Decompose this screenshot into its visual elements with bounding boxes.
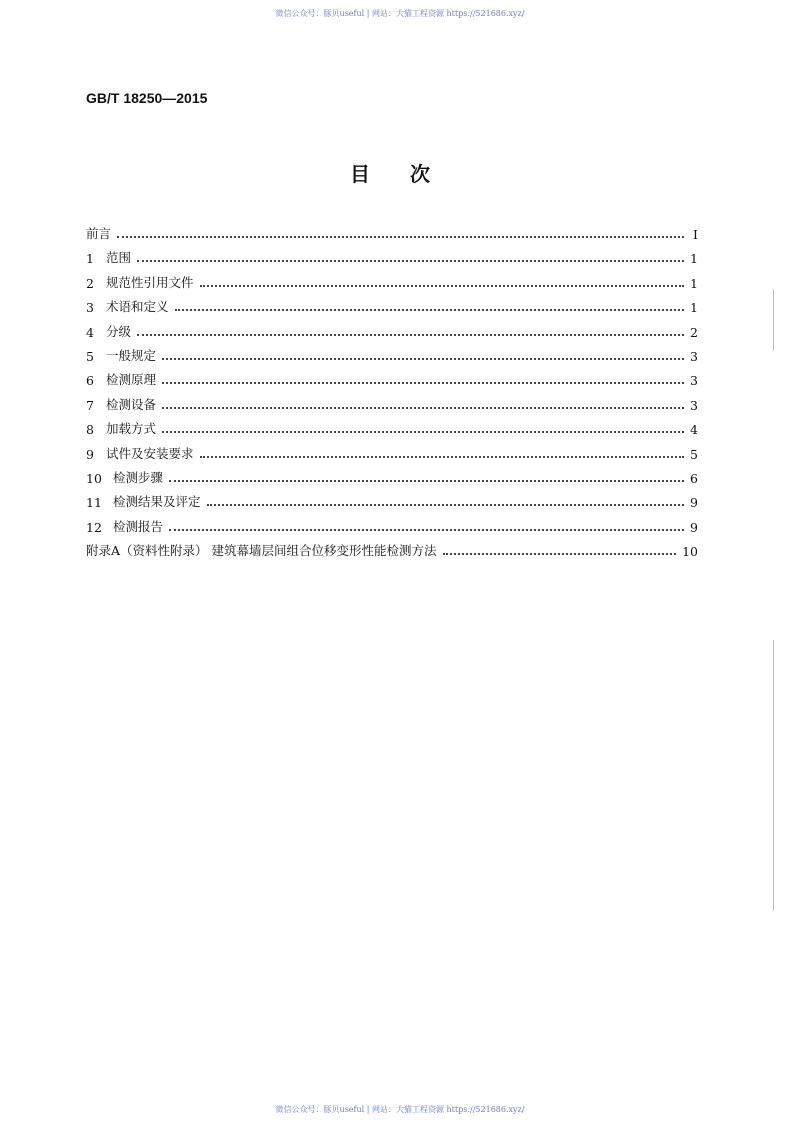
toc-entry-page: 3 [690,373,698,389]
toc-entry-page: 9 [690,519,698,535]
toc-entry[interactable] [86,517,698,535]
toc-entry-label: 检测结果及评定 [113,494,201,510]
toc-entry-page: 1 [690,300,698,316]
toc-entry-page: 3 [690,349,698,364]
toc-entry[interactable] [86,248,698,266]
toc-entry[interactable] [86,468,698,486]
toc-entry-label: 加载方式 [106,421,157,437]
toc-entry[interactable] [86,541,698,559]
toc-entry-number: 5 [86,349,94,364]
toc-entry-label: 检测设备 [106,396,157,412]
leader-dots [443,553,677,555]
toc-entry-page: 1 [690,251,698,267]
leader-dots [117,236,684,238]
toc-entry[interactable] [86,273,698,291]
toc-entry-label: 范围 [106,250,132,266]
leader-dots [137,334,684,336]
scan-edge [773,640,774,910]
toc-entry-number: 3 [86,300,94,316]
toc-entry-page: 10 [682,544,698,560]
toc-entry-label: 一般规定 [106,348,157,363]
toc-entry[interactable] [86,224,698,242]
toc-entry-number: 12 [86,519,102,535]
leader-dots [200,456,684,458]
page-title: 目次 [350,162,470,186]
toc-entry[interactable] [86,395,698,413]
toc-entry-number: 8 [86,422,94,438]
toc-entry-label: 检测步骤 [113,470,164,485]
toc-entry-label: 检测报告 [113,518,164,534]
toc-entry[interactable] [86,297,698,315]
leader-dots [162,382,684,384]
leader-dots [137,260,684,262]
toc-entry-label: 规范性引用文件 [106,274,194,290]
watermark-footer: 微信公众号：豚贝useful | 网站：大猫工程资源 https://521686.xyz/ [275,1105,525,1114]
leader-dots [200,285,684,287]
leader-dots [162,431,684,433]
toc-entry-page: 1 [690,275,698,291]
watermark-header: 微信公众号：豚贝useful | 网站：大猫工程资源 https://521686.xyz/ [275,9,525,18]
toc-entry-number: 1 [86,251,94,267]
toc-entry-label: 附录A（资料性附录） 建筑幕墙层间组合位移变形性能检测方法 [86,543,437,559]
leader-dots [162,407,684,409]
toc-entry[interactable] [86,322,698,340]
toc-entry[interactable] [86,492,698,510]
leader-dots [175,309,684,311]
leader-dots [207,504,684,506]
toc-entry-number: 9 [86,446,94,462]
toc-entry-page: 2 [690,324,698,340]
toc-entry-label: 分级 [106,323,132,339]
scan-edge [773,290,774,350]
toc-entry-label: 前言 [86,226,112,241]
toc-entry[interactable] [86,444,698,462]
toc-entry-page: 3 [690,397,698,413]
standard-number: GB/T 18250—2015 [86,90,208,106]
toc-entry[interactable] [86,346,698,364]
toc-entry-page: Ⅰ [693,227,698,242]
toc-entry-number: 6 [86,373,94,389]
leader-dots [162,358,684,360]
leader-dots [169,529,684,531]
toc-entry-label: 术语和定义 [106,299,169,315]
toc-entry-page: 6 [690,471,698,486]
toc-entry-number: 2 [86,275,94,291]
leader-dots [169,480,684,482]
toc-entry[interactable] [86,419,698,437]
toc-entry-page: 4 [690,422,698,438]
toc-entry-page: 5 [690,446,698,462]
toc-entry[interactable] [86,370,698,388]
toc-entry-label: 试件及安装要求 [106,445,194,461]
toc-entry-number: 11 [86,495,102,511]
toc-entry-number: 10 [86,471,102,486]
toc-entry-number: 7 [86,397,94,413]
toc-entry-label: 检测原理 [106,372,157,388]
toc-entry-number: 4 [86,324,94,340]
toc-entry-page: 9 [690,495,698,511]
